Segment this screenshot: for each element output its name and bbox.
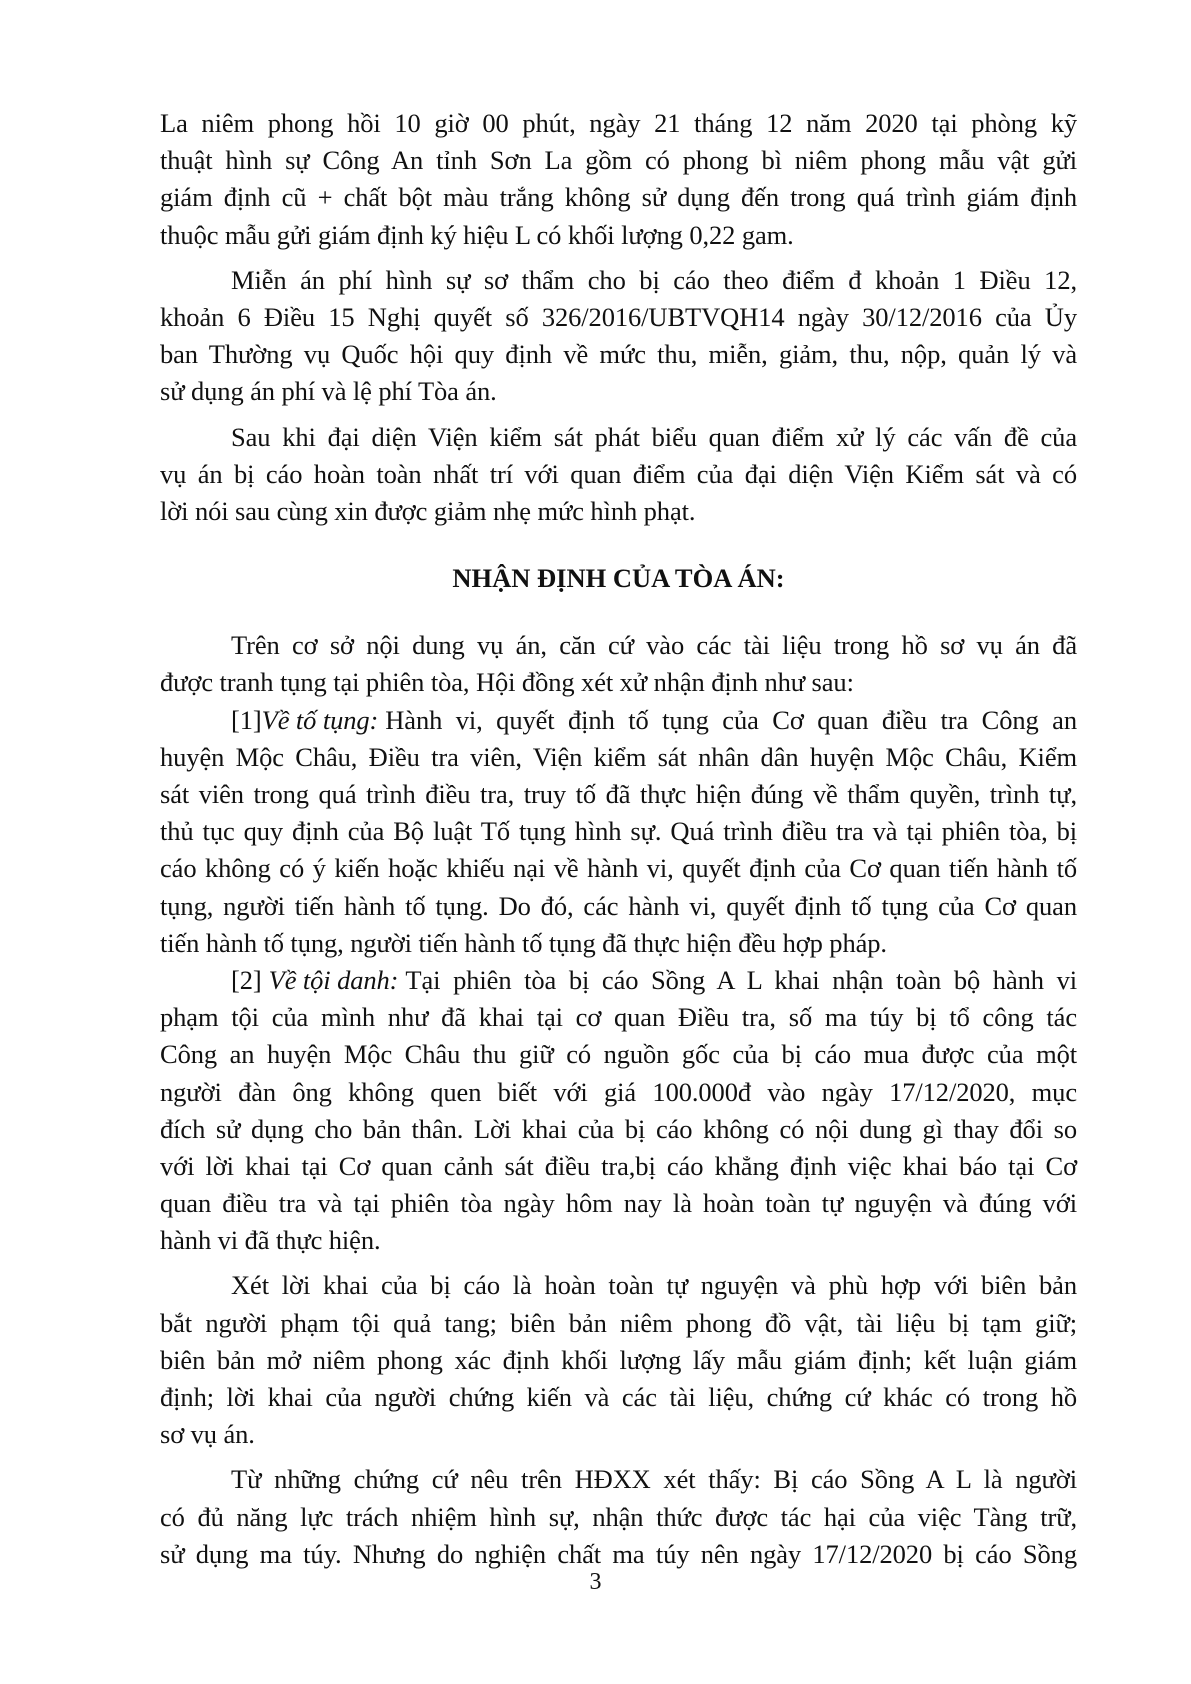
paragraph-evidence-review (160, 1267, 1077, 1453)
text-line: La niêm phong hồi 10 giờ 00 phút, ngày 21 tháng 12 năm 2020 tại phòng kỹ (160, 108, 1077, 138)
item-label-italic: Về tội danh: (268, 964, 399, 995)
text-line: Sau khi đại diện Viện kiểm sát phát biểu quan điểm xử lý các vấn đề của (231, 421, 1077, 452)
text-line: Miễn án phí hình sự sơ thẩm cho bị cáo theo điểm đ khoản 1 Điều 12, (231, 264, 1077, 295)
paragraph-court-assessment-intro (160, 627, 1077, 701)
item-first-line-text: Hành vi, quyết định tố tụng của Cơ quan điều tra Công an (385, 704, 1077, 735)
text-line: được tranh tụng tại phiên tòa, Hội đồng xét xử nhận định như sau: (160, 667, 854, 698)
text-line: thủ tục quy định của Bộ luật Tố tụng hình sự. Quá trình điều tra và tại phiên tòa, bị (160, 816, 1077, 847)
text-line: vụ án bị cáo hoàn toàn nhất trí với quan điểm của đại diện Viện Kiểm sát và có (160, 458, 1077, 489)
text-line: cáo không có ý kiến hoặc khiếu nại về hành vi, quyết định của Cơ quan tiến hành tố (160, 853, 1077, 884)
text-line: giám định cũ + chất bột màu trắng không sử dụng đến trong quá trình giám định (160, 182, 1077, 213)
text-line: với lời khai tại Cơ quan cảnh sát điều tra,bị cáo khẳng định việc khai báo tại Cơ (160, 1150, 1077, 1181)
text-line: sơ vụ án. (160, 1419, 255, 1450)
text-line: Xét lời khai của bị cáo là hoàn toàn tự nguyện và phù hợp với biên bản (231, 1270, 1077, 1301)
text-line: hành vi đã thực hiện. (160, 1225, 381, 1256)
item-label-italic: Về tố tụng: (261, 704, 379, 735)
paragraph-procedure (160, 702, 1077, 962)
text-line: Công an huyện Mộc Châu thu giữ có nguồn gốc của bị cáo mua được của một (160, 1039, 1077, 1070)
text-line: sát viên trong quá trình điều tra, truy tố đã thực hiện đúng về thẩm quyền, trình tự, (160, 779, 1077, 809)
text-line: có đủ năng lực trách nhiệm hình sự, nhận thức được tác hại của việc Tàng trữ, (160, 1501, 1077, 1532)
text-line: thuật hình sự Công An tỉnh Sơn La gồm có phong bì niêm phong mẫu vật gửi (160, 145, 1077, 176)
paragraph-seal-details (160, 105, 1077, 254)
text-line: Từ những chứng cứ nêu trên HĐXX xét thấy: Bị cáo Sồng A L là người (231, 1464, 1077, 1495)
section-heading: NHẬN ĐỊNH CỦA TÒA ÁN: (452, 563, 785, 594)
text-line: sử dụng ma túy. Nhưng do nghiện chất ma túy nên ngày 17/12/2020 bị cáo Sồng (160, 1538, 1077, 1569)
text-line: bắt người phạm tội quả tang; biên bản niêm phong đồ vật, tài liệu bị tạm giữ; (160, 1307, 1077, 1338)
text-line: huyện Mộc Châu, Điều tra viên, Viện kiểm sát nhân dân huyện Mộc Châu, Kiểm (160, 741, 1077, 772)
page-number: 3 (589, 1569, 602, 1595)
item-first-line-text: Tại phiên tòa bị cáo Sồng A L khai nhận toàn bộ hành vi (405, 964, 1077, 995)
document-page (160, 105, 1077, 1573)
item-number: [2] (231, 964, 262, 995)
paragraph-charge (160, 962, 1077, 1260)
text-line: tiến hành tố tụng, người tiến hành tố tụng đã thực hiện đều hợp pháp. (160, 927, 887, 958)
text-line: thuộc mẫu gửi giám định ký hiệu L có khối lượng 0,22 gam. (160, 219, 794, 250)
text-line: phạm tội của mình như đã khai tại cơ quan Điều tra, số ma túy bị tổ công tác (160, 1002, 1077, 1033)
text-line: quan điều tra và tại phiên tòa ngày hôm nay là hoàn toàn tự nguyện và đúng với (160, 1188, 1077, 1219)
text-line: biên bản mở niêm phong xác định khối lượng lấy mẫu giám định; kết luận giám (160, 1344, 1077, 1375)
text-line: sử dụng án phí và lệ phí Tòa án. (160, 376, 497, 407)
item-number: [1] (231, 704, 262, 735)
paragraph-court-fee-exemption (160, 262, 1077, 411)
text-line (160, 702, 1077, 739)
text-line: Trên cơ sở nội dung vụ án, căn cứ vào các tài liệu trong hồ sơ vụ án đã (231, 630, 1077, 661)
text-line: người đàn ông không quen biết với giá 100.000đ vào ngày 17/12/2020, mục (160, 1076, 1077, 1107)
text-line: đích sử dụng cho bản thân. Lời khai của bị cáo không có nội dung gì thay đổi so (160, 1113, 1077, 1144)
paragraph-final-statement (160, 419, 1077, 531)
text-line: định; lời khai của người chứng kiến và các tài liệu, chứng cứ khác có trong hồ (160, 1382, 1077, 1412)
text-line (160, 962, 1077, 999)
text-line: ban Thường vụ Quốc hội quy định về mức thu, miễn, giảm, thu, nộp, quản lý và (160, 339, 1077, 370)
text-line: lời nói sau cùng xin được giảm nhẹ mức hình phạt. (160, 495, 696, 526)
paragraph-conclusion (160, 1461, 1077, 1573)
text-line: tụng, người tiến hành tố tụng. Do đó, các hành vi, quyết định tố tụng của Cơ quan (160, 890, 1077, 921)
text-line: khoản 6 Điều 15 Nghị quyết số 326/2016/UBTVQH14 ngày 30/12/2016 của Ủy (160, 301, 1077, 332)
